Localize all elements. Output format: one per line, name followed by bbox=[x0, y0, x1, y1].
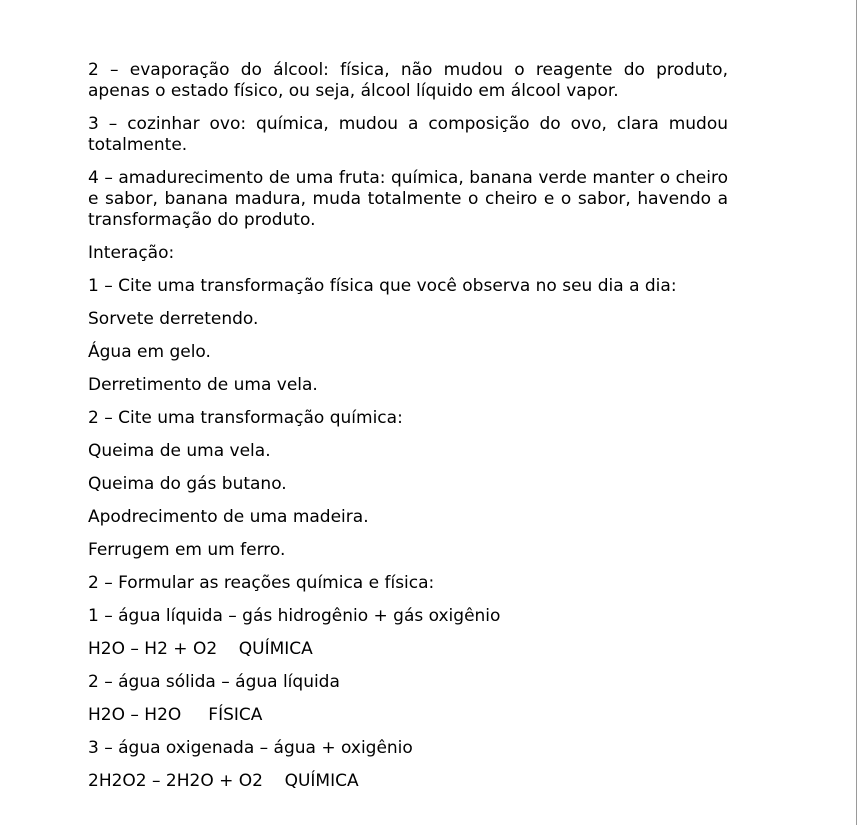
question-chemical: 2 – Cite uma transformação química: bbox=[88, 408, 403, 428]
answer-line: Ferrugem em um ferro. bbox=[88, 540, 286, 560]
question-formulate: 2 – Formular as reações química e física: bbox=[88, 573, 435, 593]
answer-line: Água em gelo. bbox=[88, 342, 211, 362]
paragraph-evaporation: 2 – evaporação do álcool: física, não mudou o reagente do produto, apenas o estado físico, ou seja, álcool líquido em álcool vapor. bbox=[88, 60, 728, 101]
answer-line: Queima de uma vela. bbox=[88, 441, 271, 461]
reaction-formula: H2O – H2O FÍSICA bbox=[88, 705, 263, 725]
reaction-formula: H2O – H2 + O2 QUÍMICA bbox=[88, 639, 313, 659]
reaction-description: 1 – água líquida – gás hidrogênio + gás oxigênio bbox=[88, 606, 501, 626]
reaction-formula: 2H2O2 – 2H2O + O2 QUÍMICA bbox=[88, 771, 359, 791]
reaction-description: 2 – água sólida – água líquida bbox=[88, 672, 340, 692]
document-page bbox=[88, 60, 728, 804]
answer-line: Sorvete derretendo. bbox=[88, 309, 259, 329]
answer-line: Queima do gás butano. bbox=[88, 474, 287, 494]
heading-interaction: Interação: bbox=[88, 243, 175, 263]
page-edge bbox=[856, 0, 857, 825]
reaction-description: 3 – água oxigenada – água + oxigênio bbox=[88, 738, 413, 758]
paragraph-fruit-ripening: 4 – amadurecimento de uma fruta: química, banana verde manter o cheiro e sabor, banana madura, muda totalmente o cheiro e o sabor, havendo a transformação do produto. bbox=[88, 168, 728, 230]
question-physical: 1 – Cite uma transformação física que você observa no seu dia a dia: bbox=[88, 276, 677, 296]
answer-line: Apodrecimento de uma madeira. bbox=[88, 507, 369, 527]
answer-line: Derretimento de uma vela. bbox=[88, 375, 318, 395]
paragraph-cooking-egg: 3 – cozinhar ovo: química, mudou a composição do ovo, clara mudou totalmente. bbox=[88, 114, 728, 155]
